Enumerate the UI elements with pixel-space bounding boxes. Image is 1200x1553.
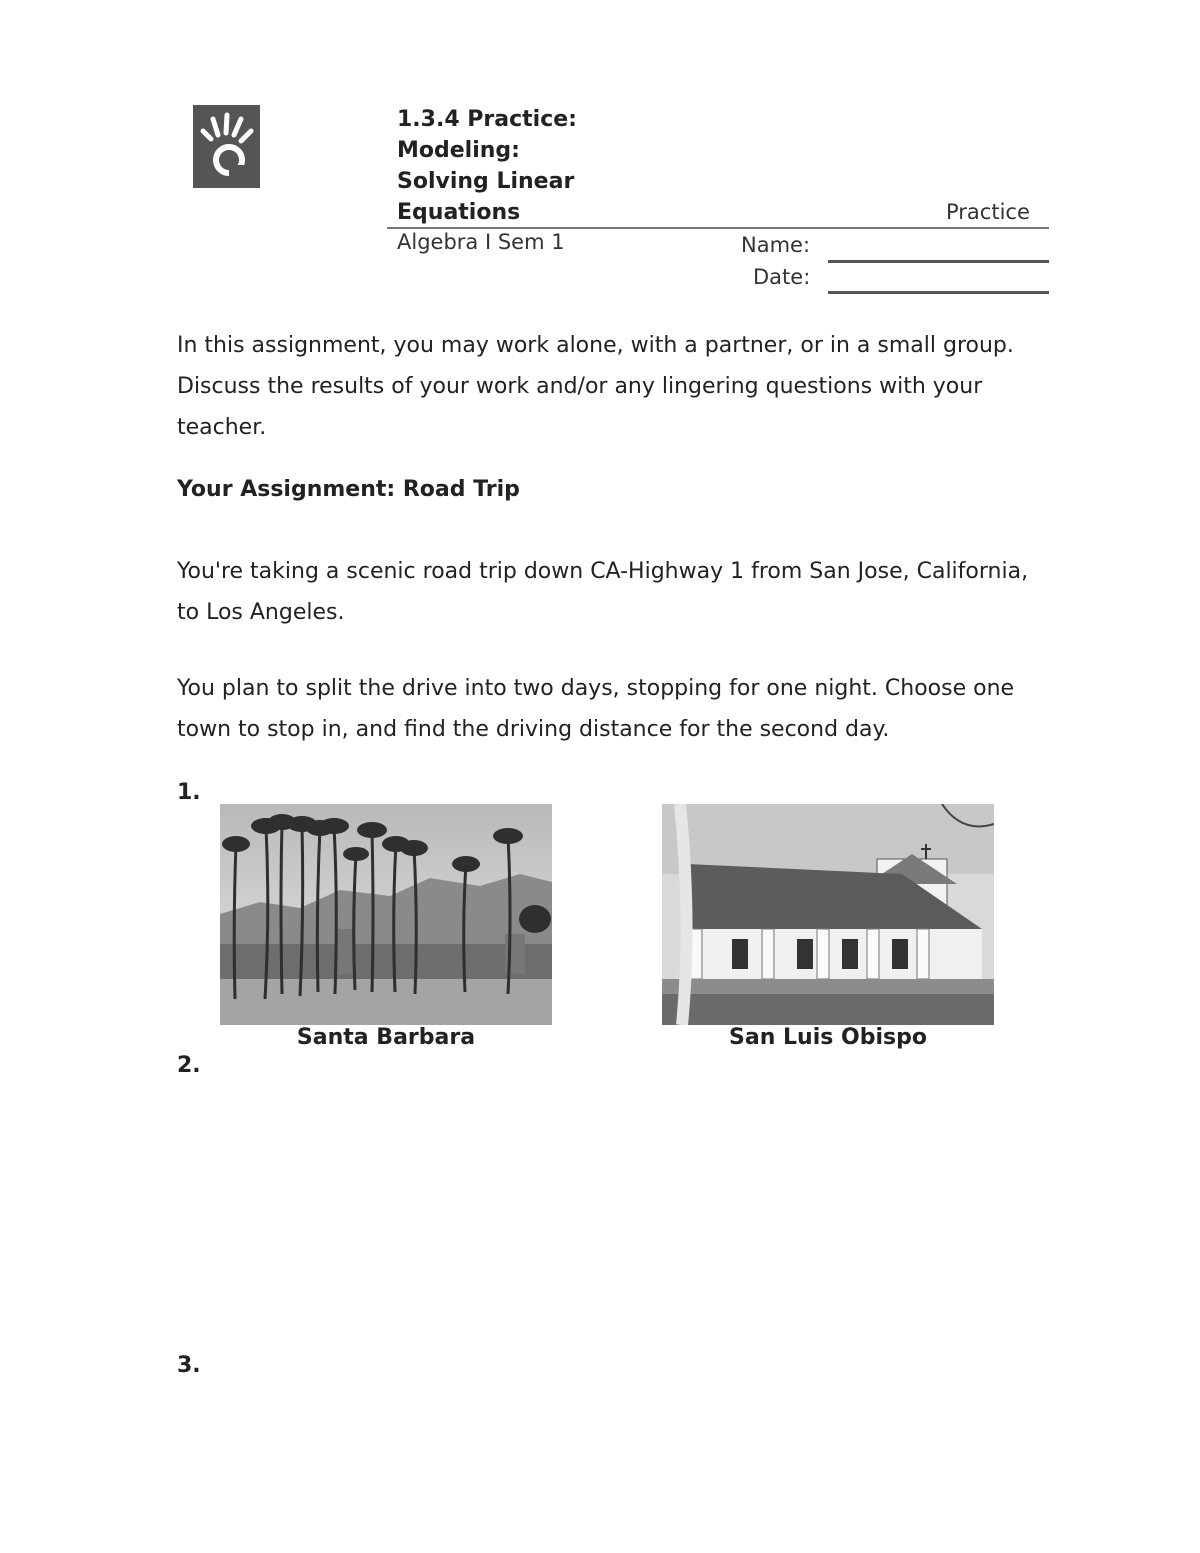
scenario-paragraph: You're taking a scenic road trip down CA-Highway 1 from San Jose, California, to Los Angeles.: [177, 559, 1029, 625]
header-divider: [387, 227, 1049, 229]
santa-barbara-caption: Santa Barbara: [296, 1025, 476, 1050]
san-luis-obispo-caption: San Luis Obispo: [729, 1025, 927, 1050]
instructions-paragraph: You plan to split the drive into two days, stopping for one night. Choose one town to stop in, and find the driving distance for the second day.: [177, 676, 1015, 742]
name-label: Name:: [741, 233, 811, 257]
question-number-2: 2.: [177, 1053, 201, 1078]
date-label: Date:: [753, 265, 811, 289]
san-luis-obispo-photo: [662, 804, 994, 1025]
date-field[interactable]: [828, 291, 1049, 294]
page-title-line-1: 1.3.4 Practice:: [397, 107, 577, 132]
name-field[interactable]: [828, 260, 1049, 263]
assignment-heading: Your Assignment: Road Trip: [177, 477, 520, 502]
document-type-label: Practice: [946, 200, 1030, 224]
page-title-line-3: Solving Linear: [397, 169, 575, 194]
page-title-line-4: Equations: [397, 200, 521, 225]
page-title-line-2: Modeling:: [397, 138, 520, 163]
course-label: Algebra I Sem 1: [397, 230, 565, 254]
sunburst-logo-icon: [193, 105, 260, 188]
intro-paragraph: In this assignment, you may work alone, with a partner, or in a small group. Discuss the results of your work and/or any lingering questions with your teacher.: [177, 333, 1014, 440]
santa-barbara-photo: [220, 804, 552, 1025]
question-number-3: 3.: [177, 1353, 201, 1378]
question-number-1: 1.: [177, 780, 201, 805]
